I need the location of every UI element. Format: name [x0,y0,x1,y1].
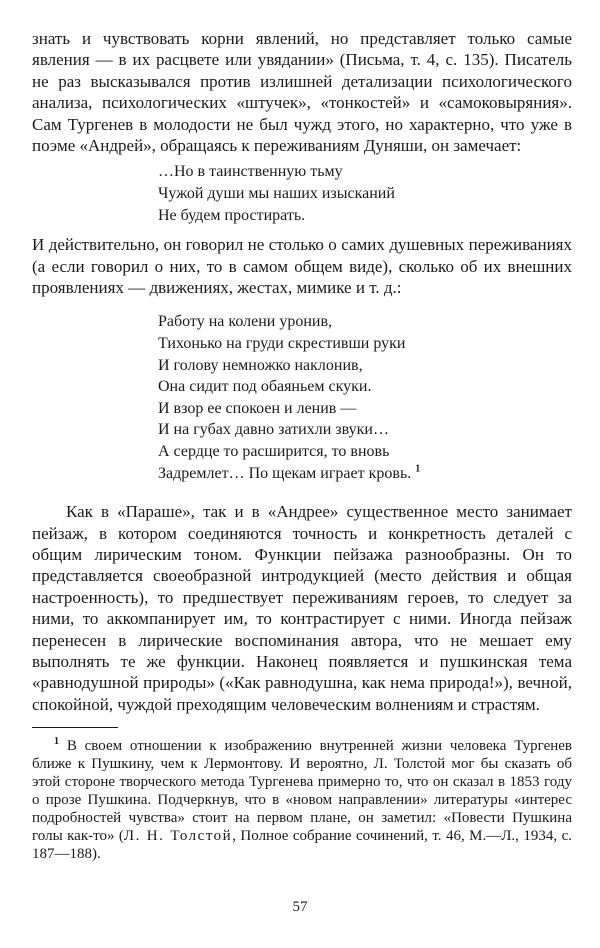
verse-quote-dunyasha [158,311,572,484]
verse-line: И на губах давно затихли звуки… [158,421,389,439]
footnote-text-a: В своем отношении к изображению внутренней жизни человека Тургенев ближе к Пушкину, чем к Лермонтову. И вероятно, Л. Толстой мог бы сказать об этой стороне творческого метода Тургенева примерно то, что он сказал в 1853 году о прозе Пушкина. Подчеркнув, что в «новом направлении» литературы «интерес подробностей чувства» стоит на первом плане, он заметил: «Повести Пушкина голы как-то» ( [32,738,573,845]
verse-line: А сердце то расширится, то вновь [158,443,390,460]
verse-line: И взор ее спокоен и ленив — [158,399,357,417]
verse-quote-andrei [158,161,572,226]
verse-line: Чужой души мы наших изысканий [158,185,395,203]
paragraph-outer-manifestations: И действительно, он говорил не столько о самих душевных переживаниях (а если говорил о них, то в самом общем виде), сколько об их внешних проявлениях — движениях, жестах, мимике и т. д.: [32,235,572,298]
footnote-author: Л. Н. Толстой [123,828,233,845]
verse-line-text: Задремлет… По щекам играет кровь. [158,464,412,482]
verse-line: Она сидит под обаяньем скуки. [158,378,372,396]
verse-line: И голову немножко наклонив, [158,356,363,374]
verse-line: Не будем простирать. [158,206,306,224]
page-body [32,28,572,863]
verse-line: Работу на колени уронив, [158,313,333,331]
footnote [32,737,572,863]
verse-line-last [158,463,572,485]
verse-line: …Но в таинственную тьму [158,163,343,181]
footnote-text-b: , Полное собрание сочинений, т. 46, М.—Л., 1934, с. 187—188). [32,828,572,863]
footnote-reference: 1 [415,463,421,475]
verse-line: Тихонько на груди скрестивши руки [158,335,406,353]
paragraph-landscape: Как в «Параше», так и в «Андрее» существенное место занимает пейзаж, в котором соединяются точность и конкретность деталей с общим лирическим тоном. Функции пейзажа разнообразны. Он то представляется своеобразной интродукцией (место действия и общая настроенность), то предшествует переживаниям героев, то следует за ними, то аккомпанирует им, то контрастирует с ними. Иногда пейзаж перенесен в лирические воспоминания автора, что не мешает ему выполнять те же функции. Наконец появляется и пушкинская тема «равнодушной природы» («Как равнодушна, как нема природа!»), вечной, спокойной, чуждой преходящим человеческим волнениям и страстям. [32,502,572,714]
footnote-divider [32,727,118,728]
page-number: 57 [292,899,308,915]
paragraph-continuation: знать и чувствовать корни явлений, но представляет только самые явления — в их расцвете или увядании» (Письма, т. 4, с. 135). Писатель не раз высказывался против излишней детализации психологического анализа, психологических «штучек», «тонкостей» и «самоковыряния». Сам Тургенев в молодости не был чужд этого, но характерно, что уже в поэме «Андрей», обращаясь к переживаниям Дуняши, он замечает: [32,29,572,156]
footnote-mark: 1 [54,736,59,748]
